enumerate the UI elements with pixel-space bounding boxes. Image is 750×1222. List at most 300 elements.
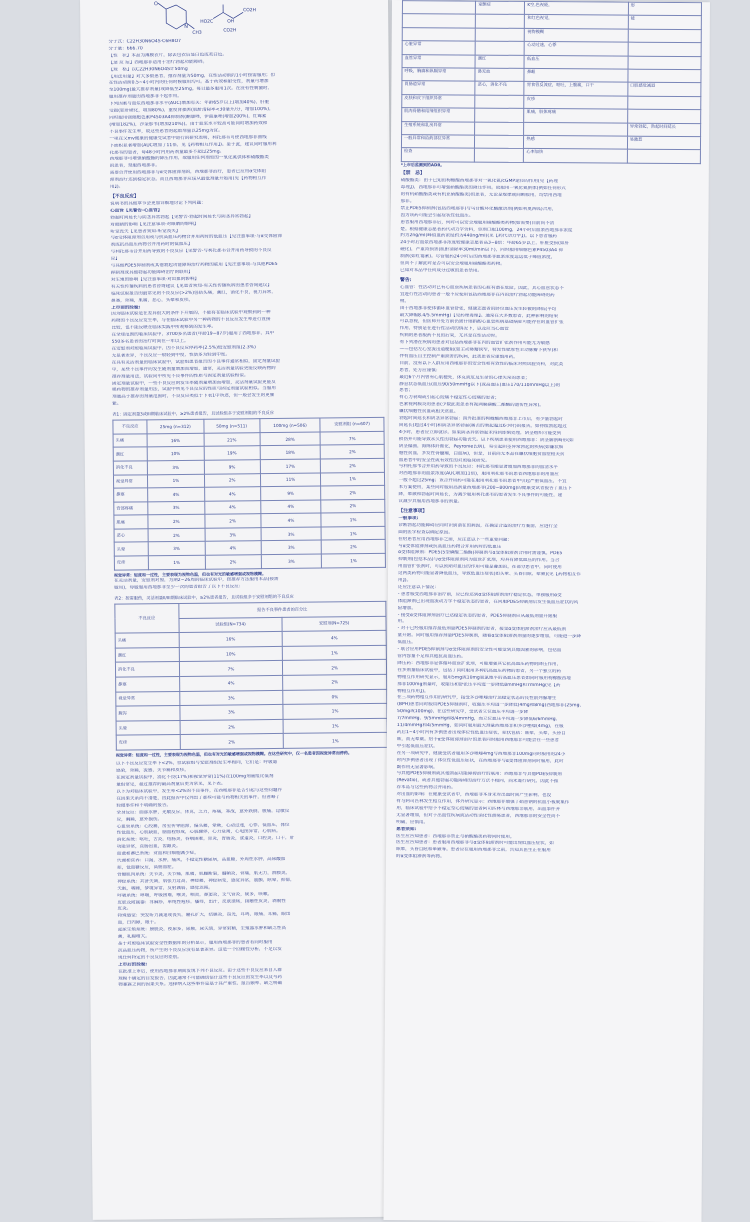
structure-label-o: O: [154, 1, 158, 7]
text-line: 繁。: [112, 399, 384, 409]
text-line: 特殊感觉：突发听力减退或丧失，瞳孔扩大，结膜炎，畏光，耳鸣，眼痛，耳痛，眼出: [118, 911, 390, 921]
text-line: 镰状细胞性贫血或相关贫血。: [399, 409, 699, 418]
row-label-cell: 皮疹: [114, 556, 148, 570]
text-line: 在灵活剂量，安慰剂对照，为期2~26周的临床试验中，按推荐方法服用本品(按需: [114, 576, 386, 586]
value-cell: 9%: [260, 486, 321, 500]
table-row: [114, 553, 385, 569]
text-line: 与其他PDE5抑制剂或其他勃起功能障碍治疗药物的联用【见注意事项-与其他PDE5: [111, 261, 383, 271]
value-cell: 3%: [148, 501, 204, 515]
row-label-cell: 心脏异常: [402, 41, 475, 55]
value-cell: 2%: [320, 445, 384, 459]
value-cell: 2%: [180, 719, 284, 735]
table-header-cell: 100mg (n=506): [260, 418, 321, 432]
value-cell: 1%: [322, 553, 386, 567]
text-line: 11/4mmHg和4/5mmHg，如同时服用最大剂量西地那非和多沙唑嗪(4mg)，在服: [397, 723, 697, 732]
text-line: 有与阿司匹林发生相互作用，体外研究显示：西地那非增强了硝普钠的抗血小板聚集作: [396, 799, 696, 808]
row-label-cell: 肌痛: [114, 515, 148, 529]
value-cell: 17%: [260, 459, 321, 473]
row-label-cell: 背部疼痛: [114, 502, 148, 516]
value-cell: 3%: [180, 705, 284, 721]
row-label-cell: 检查: [401, 148, 474, 162]
text-line: 的患者，禁服西地那非。: [110, 161, 382, 171]
text-line: 楚。根据健康志愿者药代动力学资料，单剂口服100mg，24小时后血浆西地那非浓度: [400, 227, 700, 236]
value-cell: [476, 14, 525, 28]
text-line: 作用，特别是在进行性活动的情况下，以及应当心血管: [400, 326, 700, 335]
value-cell: 1%: [283, 703, 387, 719]
text-line: 同时服用强细胞色素P4503A4抑制剂(酮康唑，伊曲康唑(增加200%)，红霉素: [109, 113, 381, 123]
text-line: 目前，没有以下人群应用西地那非的安全性和有效性的临床对照试验资料，对此类: [399, 361, 699, 370]
text-line: 50mg或100mg)，在这些研究中，受试者立位血压平均进一步降: [397, 709, 697, 718]
value-cell: [475, 108, 524, 122]
value-cell: 4%: [179, 675, 283, 691]
row-label-cell: [402, 27, 475, 41]
text-line: 硬化)，严重肾损害(肌酐清除率30ml/min以下)，同时服用细胞色素P4503A4 抑: [400, 247, 700, 256]
row-label-cell: 头晕: [116, 720, 180, 735]
value-cell: 热感: [524, 135, 627, 149]
value-cell: [627, 109, 700, 123]
value-cell: [628, 56, 701, 70]
top-text-block: [108, 37, 382, 192]
value-cell: [628, 29, 701, 43]
value-cell: 1%: [283, 645, 387, 661]
text-line: 勃起时间延长与阴茎异常勃起【见警告-勃起时间延长与阴茎异常勃起】: [110, 213, 382, 223]
text-line: 感染，背痛，流感，关节痛和皮疹。: [116, 766, 388, 776]
row-label-cell: 头痛: [115, 633, 179, 648]
contraindications-text: [400, 178, 701, 277]
text-line: 心血管系统：心绞痛，房室传导阻滞，偏头痛，晕厥，心动过速，心悸，低血压，体位: [117, 821, 389, 831]
text-line: 的有机硝酸酯类或有机亚硝酸酯类)的患者，无论是规律或间断服用，均禁用西地: [401, 192, 701, 201]
text-line: 险增加。: [398, 606, 698, 615]
bottom-text-block: [116, 759, 390, 990]
text-line: 【用法用量】对大多数患者，推荐剂量为50mg，在性活动前约1小时按需服用；但: [109, 71, 381, 81]
text-line: 服用)，每服服用西地那非至少一次的患者报告了以下不良反应：: [114, 583, 386, 593]
text-line: 议减少其服用西地那非的剂量。: [398, 499, 698, 508]
text-line: 临床试验报告的最常见的不良反应(>2%)包括头痛，潮红，消化不良，视力异常，: [111, 289, 383, 299]
row-label-cell: 鼻塞: [114, 488, 148, 502]
text-line: 这两类药物可能显著降低血压，导致低血压症状(如头晕、头昏目眩、晕厥)(见【药物相互作: [398, 571, 698, 580]
value-cell: 2%: [204, 473, 260, 487]
value-cell: 3%: [261, 540, 322, 554]
text-line: 物暴露之间的因果关系。选择纳入这些事件是基于其严重性、报告频率、缺乏明确: [118, 980, 390, 990]
text-line: 疾病的患者服药不良的后果，尤其是在性活动时。: [400, 333, 700, 342]
value-cell: 4%: [148, 487, 204, 501]
text-line: 失眠，嗜睡，梦境异常，反射减弱，感觉迟钝。: [117, 884, 389, 894]
text-line: 泌尿生殖系统：膀胱炎，夜尿多，尿频，尿失禁，异常射精，生殖器水肿和缺乏性高: [118, 925, 390, 935]
value-cell: 4%: [204, 487, 260, 501]
value-cell: 4%: [261, 513, 322, 527]
value-cell: 鼻充血: [475, 68, 524, 82]
text-line: 基于对照临床试验安全性数据库的分析显示，服用西地那非的患者若同时服用: [118, 939, 390, 949]
text-line: 剂量高于推荐的剂量范围时，不良反应类似于下表1中所述，但一般会发生的更频: [112, 392, 384, 402]
text-line: 4小时，患者应立即就诊。如果阴茎异常勃起未得到即刻处理，阴茎组织可能受到: [399, 430, 699, 439]
value-cell: 2%: [321, 540, 385, 554]
row-label-cell: 皮疹: [116, 735, 180, 750]
value-cell: 2%: [283, 674, 387, 690]
text-line: - 患者服受西地那非治疗前，应已经达到α受体阻滞剂治疗稳定状态。单独服用α受: [398, 592, 698, 601]
warnings-text: [398, 285, 700, 508]
table-header-cell: 安慰剂组 (n=607): [320, 417, 384, 431]
text-line: 用】)。: [110, 182, 382, 192]
text-line: 一项在父mv健康的健康受试者中进行的研究表明，利托那韦可使西地那非曲线: [109, 134, 381, 144]
value-cell: 4%: [204, 500, 260, 514]
value-cell: 11%: [260, 473, 321, 487]
text-line: 西地那非可增强硝酸酯的降压作用，故服用任何剂型的一氧化氮供体和硝酸酯类: [110, 154, 382, 164]
value-cell: 鼻衄: [524, 68, 627, 82]
text-line: 受损(如肝硬化，增加80%)，重度肾损害(肌酐清除率<30毫升/分，增加100%)，: [109, 106, 381, 116]
structure-label-co2h: CO2H: [223, 27, 236, 33]
text-line: 在性活动前0.5~4小时内的任何时候服用均可。基于药效和耐受性，剂量可增加: [109, 78, 381, 88]
precautions-text: [396, 523, 698, 863]
text-line: 抗高血压药物，所产生的不良反应没有显著差异。这是一个回顾性分析，不足以发: [118, 946, 390, 956]
text-line: 在具有灵活剂量的临床试验中，试验组患者报告的不良事件通常相似，固定剂量试验: [112, 358, 384, 368]
text-line: 症，低血糖反应，高钠血症。: [117, 863, 389, 873]
text-line: 因为该药可能会引起症状性低血压。: [400, 213, 700, 222]
text-line: 24小时后血浆西地那非浓度较健康志愿者高3~8倍：年龄65岁以上，肝脏受损(如肝: [400, 240, 700, 249]
table-header-cell: 25mg (n=312): [147, 419, 203, 433]
value-cell: [475, 41, 524, 55]
text-line: 药物的不良反应发生率，与在临床试验中另一种药物的不良反应发生率进行直接: [111, 316, 383, 326]
value-cell: 胃食管反流症，呕吐，上腹痛，口干: [524, 82, 627, 96]
value-cell: 口腔感觉减退: [628, 82, 701, 96]
text-line: 在批准上市后，使用西地那非期间发现下列不良反应。由于这些不良反应来自人群: [118, 966, 390, 976]
post-marketing-adr-table: [401, 0, 702, 164]
left-column: [108, 0, 390, 990]
table2-caption: 表2：按需服药，灵活剂量II/III期临床试验中，≥2%患者报告，且试验组多于安慰剂组的不良反应: [114, 592, 386, 602]
text-line: - 对于已经服用推荐最低剂量PDE5抑制剂的患者，接受α受体阻滞剂治疗应从最低剂: [398, 626, 698, 635]
value-cell: 心动过速，心悸: [525, 42, 628, 56]
chemical-structure: [108, 0, 380, 40]
text-line: 在安慰剂对照临床试验中，因不良反应停药率(2.5%)较安慰剂组(2.3%): [112, 344, 384, 354]
table1-caption: 表1：固定剂量3或III期临床试验中，≥2%患者报告，且试验组多于安慰剂组的不良反应: [112, 408, 384, 418]
value-cell: 3%: [179, 690, 283, 706]
text-line: 全身反应：面部水肿，光敏反应，休克，乏力，疼痛，寒战，意外跌倒，腹痛，过敏反: [116, 808, 388, 818]
right-column: [396, 0, 702, 863]
row-label-cell: [402, 14, 475, 28]
value-cell: 3%: [148, 460, 204, 474]
table2-header-group: 报告不良事件患者的百分比: [178, 601, 386, 618]
text-line: 量组常见，超过推荐的最高剂量后更为常见，见下表。: [116, 780, 388, 790]
text-line: 应】: [111, 254, 383, 264]
value-cell: [475, 148, 524, 162]
text-line: 心血管：性活动对已有心血管疾病患者的心脏有潜在危险。因此，其心血管状态不: [400, 285, 700, 294]
text-line: 7/7mmHg、9/5mmHg和8/4mmHg，而立位血压平均进一步降低6/6mmHg、: [397, 716, 697, 725]
text-line: 在给患者应用西地那非之前，应注意以下一些重要问题：: [398, 537, 698, 546]
value-cell: 1%: [283, 733, 387, 749]
text-line: 损伤并可能导致永久性的勃起功能丧失。以下疾病患者使用西地那非：阴茎解剖畸形(如: [399, 437, 699, 446]
text-line: 但尚不了解此时是否可以安全地服用硝酸酯类药物。: [400, 261, 700, 270]
text-line: 药后1~4小时内有多例患者出现体位性低血压症状，症状包括：眩晕，头晕，头昏目: [397, 730, 697, 739]
value-cell: 1%: [148, 474, 204, 488]
row-label-cell: 头晕: [114, 542, 148, 556]
text-line: 550多名患者的治疗时间在一年以上。: [112, 337, 384, 347]
text-line: 呼吸系统：哮喘，呼吸困难，喉炎，咽炎，鼻窦炎，支气管炎，痰多，咳嗽。: [117, 890, 389, 900]
value-cell: 视物模糊: [525, 28, 628, 42]
structure-label-n: N: [184, 24, 188, 30]
text-line: 消化系统：呕吐，舌炎，结肠炎，吞咽困难，胃炎，胃肠炎，食道炎，口腔炎，口干，肝: [117, 835, 389, 845]
text-line: 在多剂量临床试验中，包括了同时服用多种抗高血压药物的患者，另一个独立的药: [397, 668, 697, 677]
text-line: 无显著差异，不良反应一般轻到中度，性质多为轻到中度。: [112, 351, 384, 361]
row-label-cell: 一般异常和给药部位异常: [401, 134, 474, 148]
value-cell: 1%: [321, 526, 385, 540]
text-line: 与利托那韦合并用药导致的不良反应：利托那韦能显著增加西地那非的血清水平: [399, 464, 699, 473]
value-cell: 28%: [260, 432, 321, 446]
value-cell: 2%: [204, 514, 260, 528]
value-cell: 1%: [283, 718, 387, 734]
text-line: 与利托那韦合并用药导致的不良反应【见警告-与利托那韦合并用药导致的不良反: [111, 247, 383, 257]
text-line: 因为临床试验是在差异很大的条件下开展的，不能将在临床试验中观察到的一种: [111, 309, 383, 319]
text-line: 本方案使用，某些同时服用高剂量西地那非(200~800mg)的健康受试者报告了血压下: [399, 485, 699, 494]
text-line: 无显著增加，但对于出血性疾病或活动性消化性溃疡患者，西地那非的安全性尚不: [396, 813, 696, 822]
text-line: 应，胸痛，意外损伤。: [117, 814, 389, 824]
text-line: 以下为对临床试验中，发生率<2%的不良事件，在西地那非是否引起与这些问题存: [116, 787, 388, 797]
text-line: 时内多例患者出现了体位性低血压症状，在西地那非与α受体阻滞剂同时服用，此时: [397, 758, 697, 767]
text-line: 一般不超过25mg；该合并用药可能在服用利托那韦的患者中引起严重低血压，不宜: [399, 478, 699, 487]
text-line: 胞性贫血，多发性骨髓瘤，白血病)，但是，目前尚无本品在镰状细胞贫血症相关贫: [399, 451, 699, 460]
value-cell: [524, 122, 627, 136]
text-line: 滞剂治疗达到稳定状态。而且西地那非应该从最低剂量开始用(见【药物相互作: [110, 175, 382, 185]
text-line: 中，某些不良事件的发生随剂量增加而增加，通常，灵活剂量试验更能反映药物的: [112, 365, 384, 375]
table1-note: 视觉异常：轻度和一过性，主要表现为视物色温，但也有对光的敏感增强或视物模糊。: [114, 569, 386, 578]
text-line: 副作用无显著影响。: [397, 765, 697, 774]
text-line: 需要合并使用西地那非与α受体阻滞剂的，西地那非治疗，患者已应用α受体阻: [110, 168, 382, 178]
text-line: 毒理】)，西地那非可增强硝酸酯类的降压作用。故服用一氧化氮供体(例如任何形式: [401, 185, 701, 194]
text-line: 患者服用西地那非后，何时可以安全地服用硝酸酯类药物(如需要)目前尚不清: [400, 220, 700, 229]
value-cell: 能: [628, 16, 701, 30]
value-cell: [475, 135, 524, 149]
text-line: 在因果关系尚不清楚，因此报告中仅列出了那些可能与药物相关的事件，但省略了: [116, 794, 388, 804]
table2-header-placebo: 安慰剂(N=725): [282, 616, 386, 632]
text-line: 有关性传播疾病的患者咨询建议【见患者须知-有关性传播疾病的患者咨询建议】: [111, 282, 383, 292]
text-line: 的α受体阻滞剂等药物。: [396, 854, 696, 863]
text-line: 在三项药物相互作用的研究中，接受多沙唑嗪治疗达稳定状态的良性前列腺增生: [397, 695, 697, 704]
row-label-cell: 视觉异常: [116, 691, 180, 706]
structure-label-ho2c: HO2C: [200, 19, 213, 25]
text-line: 约为2ng/ml(峰值血药浓度约为440ng/ml)(见【药代动力学】)。以下患者服药: [400, 234, 700, 243]
text-line: 剂或抗高血压药物合并用药时的低血压】: [111, 240, 383, 250]
value-cell: 3%: [148, 542, 204, 556]
table-row: [116, 733, 387, 750]
text-line: 物相互作用研究显示，服用5mg或10mg氨氯地平的高血压患者如同时服用枸橼酸西地: [397, 675, 697, 684]
value-cell: 21%: [204, 432, 260, 446]
value-cell: 0%: [283, 689, 387, 705]
text-line: 映药物的推荐剂量用法，试验中所见不良反应的性质与固定剂量试验相似。当服用: [112, 385, 384, 395]
table2-header-drug: 试验组(N=734): [179, 617, 283, 633]
text-line: 下列因素与血浆西地那非水平(AUC)增加有关：年龄65岁以上(增加40%)，肝脏: [109, 99, 381, 109]
value-cell: 3%: [261, 554, 322, 568]
text-line: 量开始。同时服用推荐剂量PDE5抑制剂，随着α受体阻滞剂剂量的逐步增加，可能进一步降: [398, 633, 698, 642]
structure-label-oh: OH: [227, 18, 234, 24]
text-line: 用。: [398, 620, 698, 629]
structure-label-co2h-top: CO2H: [243, 7, 256, 13]
value-cell: 7%: [320, 431, 384, 445]
text-line: 对眼睛的影响【见注意事项-对眼睛的影响】: [110, 220, 382, 230]
text-line: 在另一项研究中，健康受试者服用多沙唑嗪4mg与西地那非100mg同时服用的24小: [397, 751, 697, 760]
text-line: 可以忽视，但医师开处方前仍需仔细斟酌心血管疾病基础病症可能存在的血管扩张: [400, 319, 700, 328]
text-line: (Revatio)，或者其他勃起功能障碍的治疗方法不相同，尚未进行研究，因此不推: [397, 778, 697, 787]
text-line: 阴茎偏曲，海绵体纤维化，Peyronie氏病)，易引起阴茎异常勃起的疾病(如镰状细: [399, 444, 699, 453]
row-label-cell: 潮红: [115, 647, 179, 662]
text-line: 静息状态低血压(血压90/50mmHg以下)或高血压(血压170/110mmHg以上)的: [399, 382, 699, 391]
text-line: 由于西地那非使体循环血管舒张，健康志愿者的卧位血压发生轻微的降低(平均: [400, 306, 700, 315]
row-label-cell: 皮肤和皮下组织异常: [402, 94, 475, 108]
text-line: 皮肤及附属器：荨麻疹，单纯性疱疹，瘙痒，出汗，皮肤溃疡，接触性皮炎，剥脱性: [117, 897, 389, 907]
structure-diagram: [128, 0, 278, 37]
text-line: 荐本品与这些药物合并用药。: [396, 785, 696, 794]
precautions-general-heading: 一般事项:: [398, 516, 698, 525]
value-cell: K空,色视能，: [525, 1, 628, 15]
text-line: 在固定剂量试验中，消化不良(17%)和视觉异常(11%)在100mg剂量组比低剂: [116, 773, 388, 783]
text-line: 性低血压，心肌缺血，脑血栓形成，心脏骤停，心力衰竭，心电图异常，心肌病。: [117, 828, 389, 838]
text-line: 患者须知:: [396, 827, 696, 836]
text-line: 上市前的经验:: [111, 302, 383, 312]
value-cell: 1%: [149, 555, 205, 569]
value-cell: 16%: [179, 632, 283, 648]
text-line: 托那韦的患者，每48小时内用药剂量最多不超过25mg。: [110, 147, 382, 157]
value-cell: 1%: [321, 472, 385, 486]
text-line: 用，临床试验中给予不稳定型心绞痛的患者阿司匹林与西地那非联用，出血事件并: [396, 806, 696, 815]
value-cell: 2%: [148, 528, 204, 542]
value-cell: 3%: [205, 528, 261, 542]
row-label-cell: 鼻塞: [116, 676, 180, 691]
value-cell: 形: [628, 2, 701, 16]
text-line: 禁止PDE5抑制剂(包括西地那非)与鸟苷酸环化酶激动剂(例如利奥西呱)合用，: [401, 206, 701, 215]
row-label-cell: 头痛: [113, 434, 147, 448]
text-line: 低血压。: [397, 640, 697, 649]
row-label-cell: 生殖系统和乳房异常: [402, 121, 475, 135]
text-line: 抑制剂(包括本品)与α受体阻滞剂同为血管扩张剂，均具有降低血压的作用。当合: [398, 557, 698, 566]
text-line: 降，晕厥和勃起时间延长，为减少服用利托那韦的患者发生不良事件的可能性，建: [399, 492, 699, 501]
text-line: 医生应告知患者：西地那非禁止与硝酸酯类药物同时使用。: [396, 834, 696, 843]
value-cell: 恶心，消化不良: [475, 81, 524, 95]
value-cell: 肌痛，肢体疼痛: [524, 109, 627, 123]
value-cell: 2%: [321, 458, 385, 472]
text-line: 明确，应慎用。: [396, 820, 696, 829]
precautions-heading: 【注意事项】: [398, 508, 698, 518]
text-line: 在全球范围的临床试验中，3700多名患者(年龄19~87岁)服用了西地那非，其中: [111, 330, 383, 340]
left-page: [80, 0, 401, 1220]
value-cell: [628, 69, 701, 83]
table2: [114, 601, 388, 751]
value-cell: 3%: [261, 527, 322, 541]
text-line: 物相互作用】)。: [397, 689, 697, 698]
contraindications-heading: 【禁 忌】: [401, 170, 701, 180]
text-line: 现任何特定的不良反应的差别。: [118, 953, 390, 963]
value-cell: 1%: [321, 513, 385, 527]
text-line: (BPH)患者同时服用PDE5抑制剂时，收缩压平均进一步降低(4mg和8mg)西地那非(25mg、: [397, 702, 697, 711]
text-line: 【规 格】以C22H30N6O4S计50mg: [109, 64, 381, 74]
table-row: [401, 148, 700, 163]
text-line: 已知对本品中任何成分过敏的患者禁用。: [400, 268, 700, 277]
value-cell: [627, 96, 700, 110]
text-line: 制剂(如红霉素)。尽管服药24小时后的西地那非血浆浓度远远低于峰值浓度，: [400, 254, 700, 263]
text-line: 眩晕，头昏目眩和晕厥等。患者应在服用西地那非之前，告知其医生正在服用: [396, 847, 696, 856]
text-line: 抑制剂或其他勃起功能障碍治疗的联用】: [111, 268, 383, 278]
text-line: 管内容量不足和其他抗高血压药。: [397, 654, 697, 663]
text-line: 那非。: [401, 199, 701, 208]
value-cell: 4%: [282, 630, 386, 646]
text-line: 间延长(超过4小时)和阴茎异常勃起(痛苦的勃起超过6小时)的报告。如持续勃起超过: [399, 423, 699, 432]
value-cell: 皮疹: [524, 95, 627, 109]
row-label-cell: 消化不良: [115, 662, 179, 677]
row-label-cell: 腹泻: [116, 706, 180, 721]
text-line: 血患者中的安全性或有效性的对照临床研究。: [399, 458, 699, 467]
value-cell: 10%: [147, 447, 203, 461]
text-line: 至100mg(最大推荐剂量)或降低至25mg。每日最多服用1次。在没有性刺激时，: [109, 85, 381, 95]
text-line: 患者，处方应谨慎：: [399, 368, 699, 377]
value-cell: 2%: [321, 485, 385, 499]
text-line: 上市后的经验:: [118, 959, 390, 969]
value-cell: 19%: [204, 446, 260, 460]
value-cell: 7%: [179, 661, 283, 677]
text-line: 以下不良反应发生率下<2%，但试验组与安慰剂组发生率相同，它们是：呼吸道: [116, 759, 388, 769]
table2-header-reaction: 不良反应: [115, 603, 179, 633]
text-line: α受体阻滞剂：PDE5(5型磷酸二酯酶)抑制剂与α受体阻滞剂合用时需谨慎。PDE5: [398, 550, 698, 559]
text-line: 听觉丧失【见患者须知-听觉丧失】: [110, 226, 382, 236]
text-line: 勃起时间延长和阴茎异常勃起：国外批准的枸橼酸西地那非上市后，有少量勃起时: [399, 416, 699, 425]
text-line: 鼻塞，背痛，肌痛，恶心，头晕和皮疹。: [111, 295, 383, 305]
value-cell: [475, 28, 524, 42]
value-cell: [475, 95, 524, 109]
text-line: 神经系统：共济失调，肌张力过高，神经痛，神经病变，感觉异常，震颤，眩晕，抑郁，: [117, 877, 389, 887]
row-label-cell: 潮红: [113, 447, 147, 461]
text-line: 代谢和营养：口渴，水肿，痛风，不稳定性糖尿病，高血糖，外周性水肿，高尿酸血: [117, 856, 389, 866]
text-line: 不良事件发生率，故这些患者的起始剂量以25mg为宜。: [109, 127, 381, 137]
table-header-cell: 50mg (n=511): [203, 419, 259, 433]
adverse-reactions-heading: 【不良反应】: [110, 191, 382, 202]
value-cell: [475, 122, 524, 136]
text-line: 与α受体阻滞剂或抗高血压药物合并用药时的低血压: [398, 544, 698, 553]
text-line: 轻微事件和不明确的报告。: [116, 801, 388, 811]
value-cell: 2%: [148, 515, 204, 529]
text-line: 患者；: [399, 389, 699, 398]
table2-note: 视觉异常：轻度和一过性，主要表现为视物色温，但也有对光的敏感增强或视物模糊。在这些研究中，仅一名患者因视觉异常而停药。: [116, 750, 388, 759]
text-line: - 接受α受体阻滞剂治疗已达稳定状态的患者，PDE5抑制剂应从最低剂量开始服: [398, 613, 698, 622]
value-cell: 室颤症: [476, 1, 525, 15]
text-line: 功能异常，直肠出血，齿龈炎。: [117, 842, 389, 852]
text-line: 对出血的影响：在健康受试者中，西地那非本身未对出血时间产生影响，也没: [396, 792, 696, 801]
text-line: 还应注意以下情况：: [398, 585, 698, 594]
text-line: 说明书的其他章节会更加详细地讨论下列问题：: [110, 199, 382, 209]
table-header-cell: 不良反应: [113, 420, 147, 434]
value-cell: [628, 42, 701, 56]
value-cell: 2%: [205, 555, 261, 569]
text-line: 下面积显著增加(AUC增加了11倍，见【药物相互作用】)。鉴于此，建议同时服用利: [110, 140, 382, 150]
text-line: 有心力衰竭或引起心绞痛不稳定性心绞痛的患者；: [399, 395, 699, 404]
value-cell: 易激惹: [627, 136, 700, 150]
text-line: 体阻滞剂已出现血流动力学不稳定状态的患者，在同服PDE5抑制剂后发生低血压症状的风: [398, 599, 698, 608]
text-line: 用血管扩张剂时，可以预期对血压的作用可能是叠加的。在部分患者中，同时使用: [398, 564, 698, 573]
text-line: 皮炎。: [118, 904, 390, 914]
text-line: 与α受体阻滞剂合用或与抗高血压药物合并用药时的低血压【见注意事项-与α受体阻滞: [110, 233, 382, 243]
text-line: 色素视网膜炎的患者(少数此类患者有视网膜磷酸二酯酶的遗传性异常)。: [399, 402, 699, 411]
text-line: 对生殖的影响【见注意事项-对出血的影响】: [111, 275, 383, 285]
value-cell: 潮红: [475, 55, 524, 69]
table1: [112, 417, 386, 570]
structure-label-ch3: CH3: [192, 30, 202, 36]
adr-table-body: [401, 1, 701, 164]
text-line: 血液和淋巴系统：贫血和白细胞减少症。: [117, 849, 389, 859]
value-cell: 心率加快: [524, 149, 627, 163]
table1-body: [113, 431, 385, 570]
text-line: 服用推荐剂量的西地那非不起作用。: [109, 92, 381, 102]
text-line: 最大降幅8.4/5.5mmHg)【见药理毒理】。通常在大多数患者，此种影响的结果: [400, 313, 700, 322]
text-line: 有下列潜在疾病的患者对包括西地那非在内的血管扩张剂作用可能尤为敏感: [400, 340, 700, 349]
text-line: 物。: [400, 299, 700, 308]
text-line: (增加182%)，沙奎那韦(增加210%))。由于血浆水平较高可能同时增加药效和: [109, 120, 381, 130]
text-line: 分子式：C22H30N6O4S·C6H8O7: [108, 37, 380, 47]
value-cell: 2%: [283, 660, 387, 676]
text-line: 伴有血压自主控制严重损害的疾病，此类患者应谨慎用药。: [399, 354, 699, 363]
